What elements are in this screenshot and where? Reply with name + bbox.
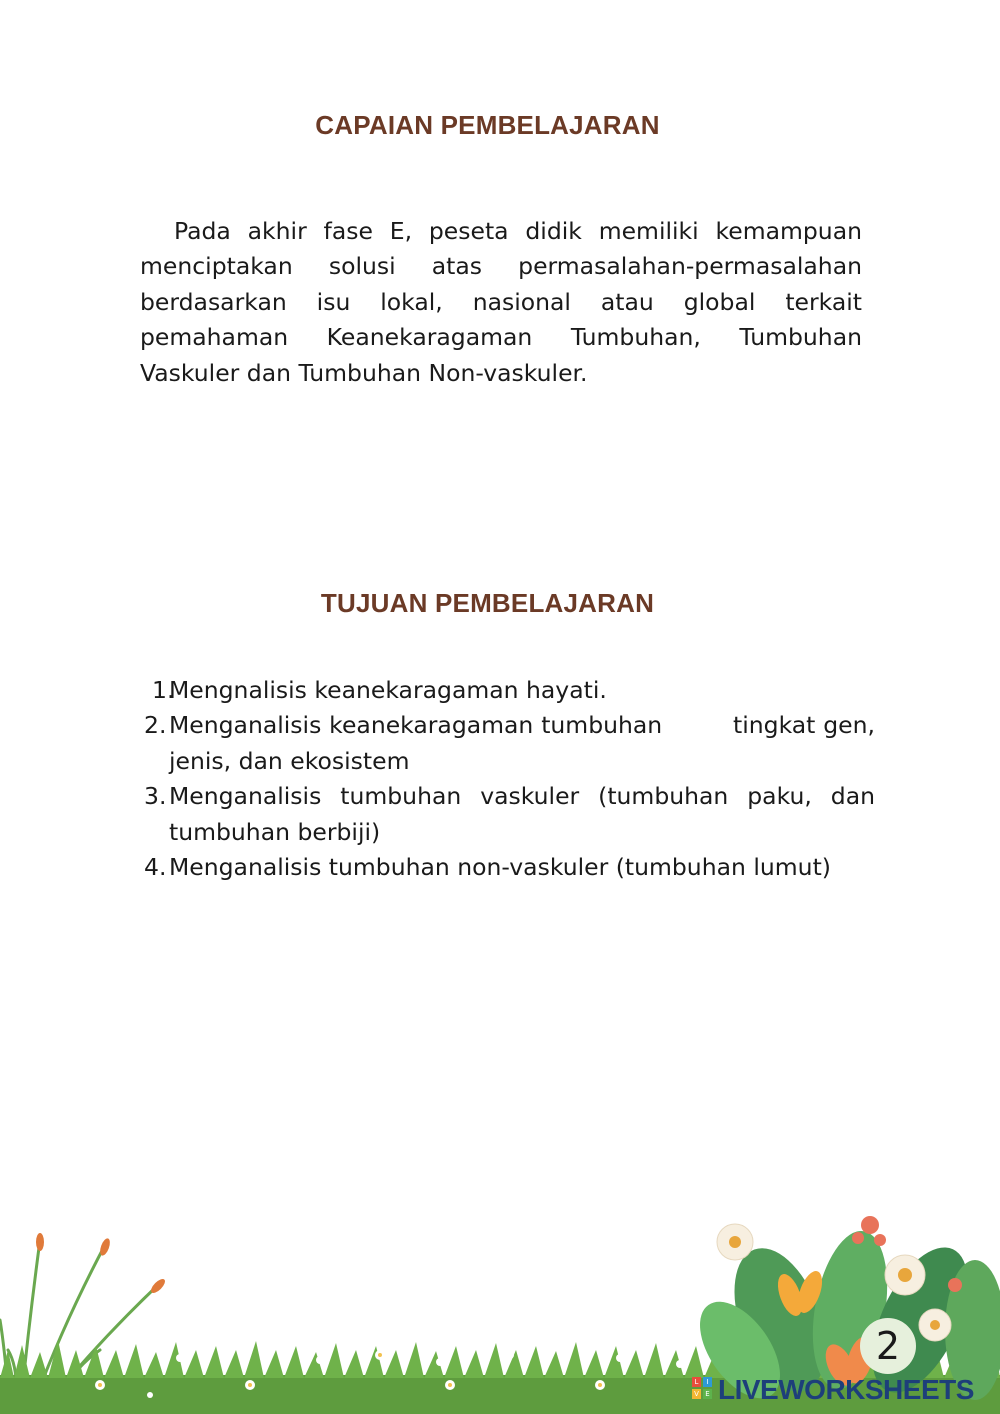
page-number: 2 (860, 1318, 916, 1374)
list-text: Menganalisis tumbuhan non-vaskuler (tumbuhan lumut) (169, 853, 831, 882)
logo-letter: I (703, 1377, 712, 1387)
list-number: 4. (144, 853, 167, 882)
tujuan-list (144, 673, 883, 885)
capaian-paragraph (140, 214, 862, 391)
tujuan-heading: TUJUAN PEMBELAJARAN (320, 588, 655, 618)
list-text: Mengnalisis keanekaragaman hayati. (169, 676, 607, 704)
list-item (144, 673, 875, 708)
logo-letter: L (692, 1377, 701, 1387)
list-text: Menganalisis keanekaragaman tumbuhan tingkat gen, jenis, dan ekosistem (169, 711, 883, 775)
list-number: 2. (144, 711, 167, 740)
list-text: Menganalisis tumbuhan vaskuler (tumbuhan paku, dan tumbuhan berbiji) (169, 782, 875, 846)
liveworksheets-watermark: LIVEWORKSHEETS (718, 1374, 974, 1405)
logo-letter: V (692, 1389, 701, 1399)
capaian-text: Pada akhir fase E, peseta didik memiliki kemampuan menciptakan solusi atas permasalahan-permasalahan berdasarkan isu lokal, nasional atau global terkait pemahaman Keanekaragaman Tumbuhan, Tumbuhan Vaskuler dan Tumbuhan Non-vaskuler. (140, 217, 862, 387)
list-number: 3. (144, 782, 167, 811)
list-number: 1. (152, 676, 175, 704)
list-item (144, 708, 883, 779)
capaian-heading: CAPAIAN PEMBELAJARAN (315, 110, 660, 140)
list-item (144, 850, 875, 885)
logo-letter: E (703, 1389, 712, 1399)
list-item (144, 779, 875, 850)
liveworksheets-logo-icon (692, 1377, 714, 1401)
